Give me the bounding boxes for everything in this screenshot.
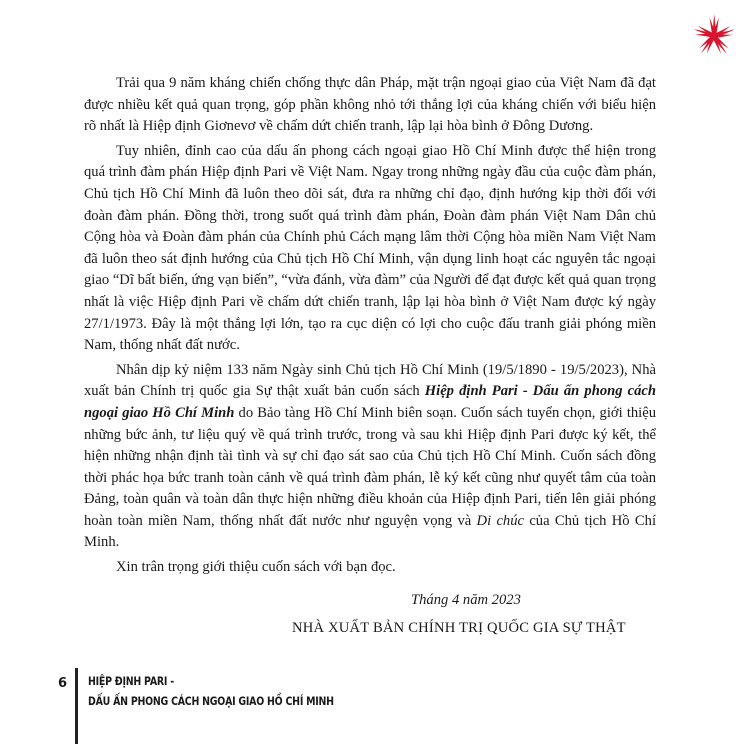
running-title-line-1: HIỆP ĐỊNH PARI - xyxy=(88,674,174,688)
paragraph-3 xyxy=(84,360,656,554)
signature-date: Tháng 4 năm 2023 xyxy=(411,592,521,608)
running-title xyxy=(88,671,334,711)
di-chuc-reference: Di chúc xyxy=(476,512,525,529)
running-title-line-2: DẤU ẤN PHONG CÁCH NGOẠI GIAO HỒ CHÍ MINH xyxy=(88,694,334,708)
book-title: Hiệp định Pari - Dấu ấn phong cách ngoại giao Hồ Chí Minh xyxy=(84,383,657,421)
footer-divider xyxy=(75,668,78,744)
paragraph-3-intro: Nhân dịp kỷ niệm 133 năm Ngày sinh Chủ tịch Hồ Chí Minh (19/5/1890 - 19/5/2023), Nhà xuất bản Chính trị quốc gia Sự thật xuất bản cuốn sách xyxy=(84,361,656,400)
logo-center xyxy=(711,33,718,40)
paragraph-2: Tuy nhiên, đỉnh cao của dấu ấn phong cách ngoại giao Hồ Chí Minh được thể hiện trong quá trình đàm phán Hiệp định Pari về Việt Nam. Ngay trong những ngày đầu của cuộc đàm phán, Chủ tịch Hồ Chí Minh đã luôn theo dõi sát, đưa ra những chỉ đạo, định hướng kịp thời đối với đoàn đàm phán. Đồng thời, trong suốt quá trình đàm phán, Đoàn đàm phán Việt Nam Dân chủ Cộng hòa và Đoàn đàm phán của Chính phủ Cách mạng lâm thời Cộng hòa miền Nam Việt Nam đã luôn theo sát định hướng của Chủ tịch Hồ Chí Minh, vận dụng linh hoạt các nguyên tắc ngoại giao “Dĩ bất biến, ứng vạn biến”, “vừa đánh, vừa đàm” của Người để đạt được kết quả quan trọng nhất là việc Hiệp định Pari về chấm dứt chiến tranh, lập lại hòa bình ở Việt Nam được ký ngày 27/1/1973. Đây là một thắng lợi lớn, tạo ra cục diện có lợi cho cuộc đấu tranh giải phóng miền Nam, thống nhất đất nước. xyxy=(84,142,656,354)
paragraph-1: Trải qua 9 năm kháng chiến chống thực dân Pháp, mặt trận ngoại giao của Việt Nam đã đạt được nhiều kết quả quan trọng, góp phần không nhỏ tới thắng lợi của kháng chiến với biểu hiện rõ nhất là Hiệp định Giơnevơ về chấm dứt chiến tranh, lập lại hòa bình ở Đông Dương. xyxy=(84,75,656,135)
logo-ray xyxy=(697,24,713,35)
publisher-star-logo-icon xyxy=(690,12,738,60)
paragraph-3-body: do Bảo tàng Hồ Chí Minh biên soạn. Cuốn sách tuyển chọn, giới thiệu những bức ảnh, tư liệu quý về quá trình trước, trong và sau khi Hiệp định Pari được ký kết, thể hiện những nhận định tài tình và sự chỉ đạo sát sao của Chủ tịch Hồ Chí Minh. Cuốn sách đồng thời phác họa bức tranh toàn cảnh về quá trình đàm phán, lễ ký kết cũng như quyết tâm của toàn Đảng, toàn quân và toàn dân thực hiện những điều khoản của Hiệp định Pari, tiến lên giải phóng hoàn toàn miền Nam, thống nhất đất nước như nguyện vọng và xyxy=(84,404,656,529)
signature-publisher: NHÀ XUẤT BẢN CHÍNH TRỊ QUỐC GIA SỰ THẬT xyxy=(292,620,626,636)
page-number: 6 xyxy=(58,676,68,691)
main-text xyxy=(84,73,656,579)
paragraph-3-end: của Chủ tịch Hồ Chí Minh. xyxy=(84,512,656,551)
paragraph-4: Xin trân trọng giới thiệu cuốn sách với bạn đọc. xyxy=(116,559,396,576)
